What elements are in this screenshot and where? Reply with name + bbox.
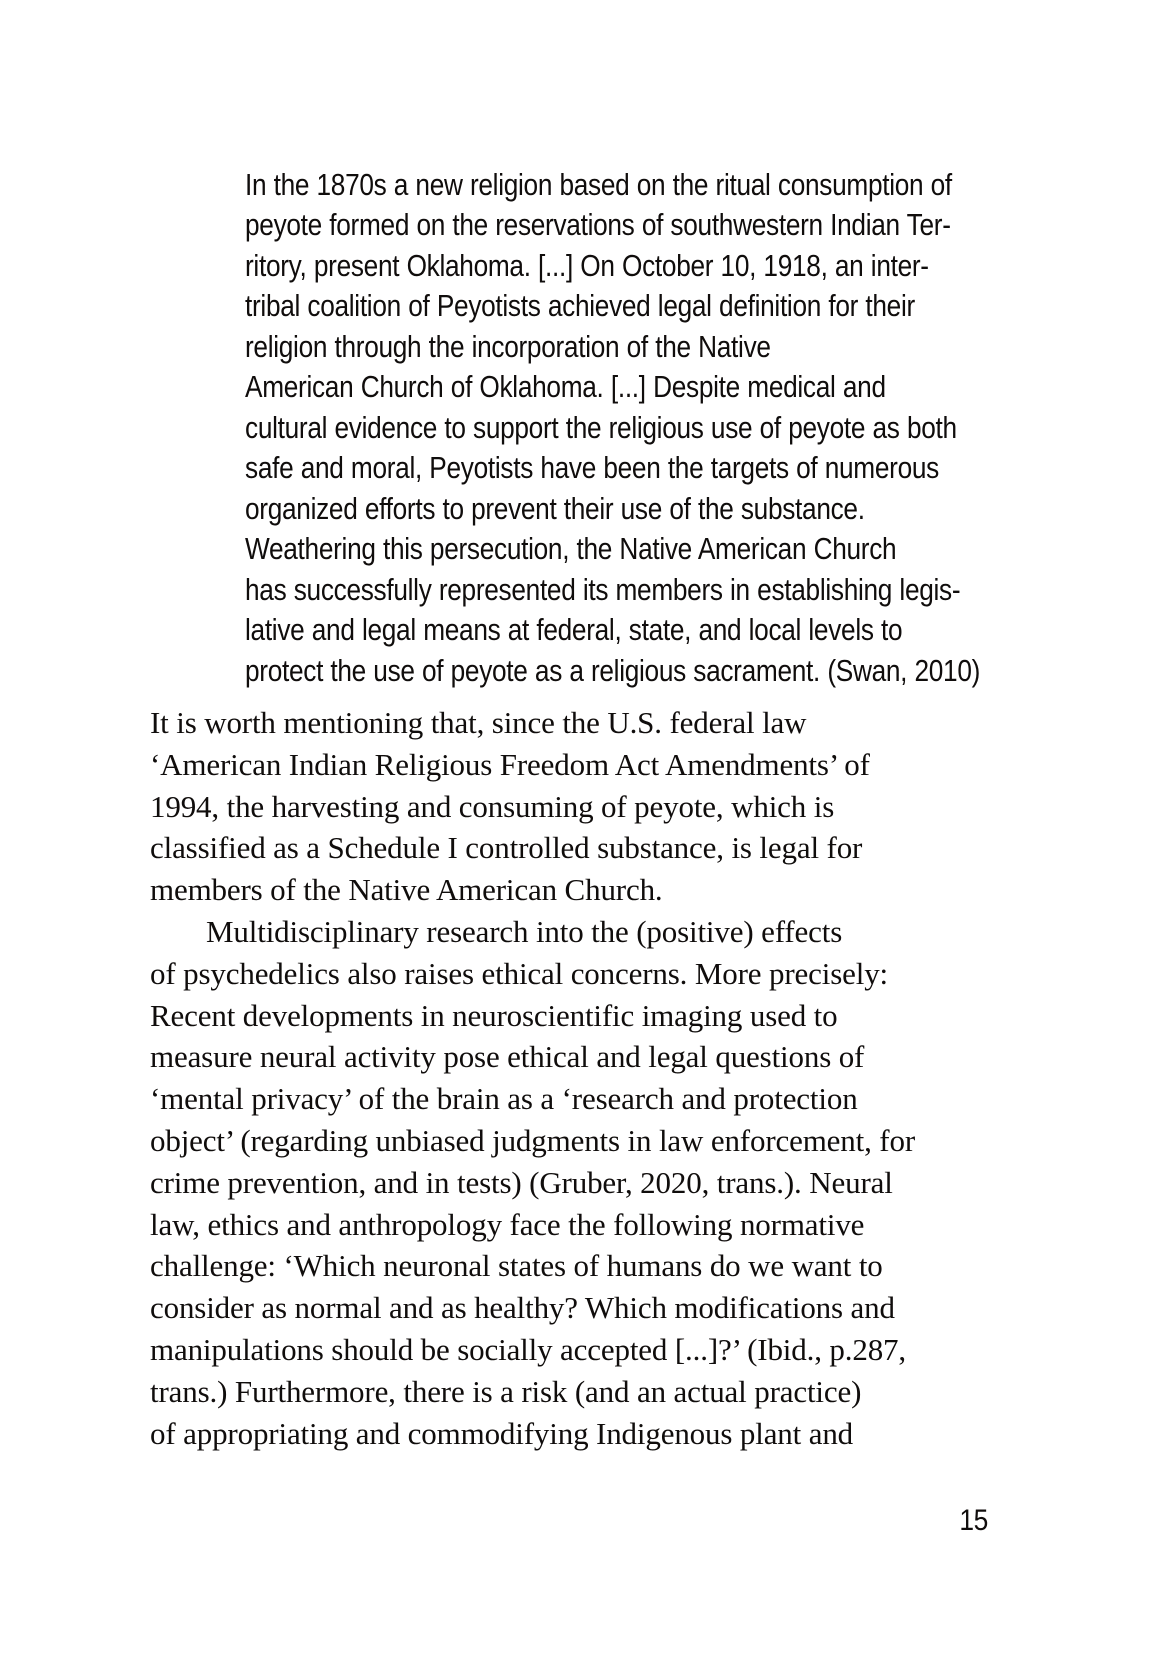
blockquote-line: In the 1870s a new religion based on the ritual consumption of xyxy=(245,167,952,202)
body-text xyxy=(150,702,1030,1454)
body-line: trans.) Furthermore, there is a risk (and an actual practice) xyxy=(150,1373,862,1409)
blockquote-line: organized efforts to prevent their use of the substance. xyxy=(245,491,865,526)
body-line: consider as normal and as healthy? Which modifications and xyxy=(150,1290,895,1326)
blockquote-line: has successfully represented its members in establishing legis- xyxy=(245,572,961,607)
paragraph-aira-amendments xyxy=(150,702,1030,911)
blockquote-line: lative and legal means at federal, state, and local levels to xyxy=(245,613,903,647)
body-line: ‘American Indian Religious Freedom Act Amendments’ of xyxy=(150,746,870,782)
body-line: crime prevention, and in tests) (Gruber, 2020, trans.). Neural xyxy=(150,1164,893,1200)
body-line: 1994, the harvesting and consuming of peyote, which is xyxy=(150,788,835,824)
body-line: of psychedelics also raises ethical concerns. More precisely: xyxy=(150,955,889,991)
blockquote-line: Weathering this persecution, the Native American Church xyxy=(245,532,897,566)
blockquote-line: American Church of Oklahoma. [...] Despite medical and xyxy=(245,370,886,404)
blockquote-line: safe and moral, Peyotists have been the targets of numerous xyxy=(245,451,939,485)
body-line: manipulations should be socially accepted [...]?’ (Ibid., p.287, xyxy=(150,1331,907,1367)
blockquote-line: ritory, present Oklahoma. [...] On October 10, 1918, an inter- xyxy=(245,248,929,283)
body-line: classified as a Schedule I controlled substance, is legal for xyxy=(150,830,863,866)
page-number: 15 xyxy=(959,1504,988,1537)
blockquote-line: religion through the incorporation of the Native xyxy=(245,329,771,364)
blockquote-line: cultural evidence to support the religious use of peyote as both xyxy=(245,410,957,445)
blockquote-line: protect the use of peyote as a religious sacrament. (Swan, 2010) xyxy=(245,653,981,688)
body-line: law, ethics and anthropology face the following normative xyxy=(150,1206,865,1242)
body-line: It is worth mentioning that, since the U.S. federal law xyxy=(150,705,807,740)
body-line: object’ (regarding unbiased judgments in law enforcement, for xyxy=(150,1122,916,1158)
blockquote-line: peyote formed on the reservations of southwestern Indian Ter- xyxy=(245,208,951,242)
body-line-indented: Multidisciplinary research into the (positive) effects xyxy=(206,913,843,949)
body-line: of appropriating and commodifying Indigenous plant and xyxy=(150,1415,854,1451)
blockquote-line: tribal coalition of Peyotists achieved legal definition for their xyxy=(245,289,915,323)
body-line: ‘mental privacy’ of the brain as a ‘research and protection xyxy=(150,1081,858,1117)
body-line: members of the Native American Church. xyxy=(150,872,663,908)
body-line: measure neural activity pose ethical and legal questions of xyxy=(150,1039,865,1075)
body-line: challenge: ‘Which neuronal states of humans do we want to xyxy=(150,1248,883,1284)
blockquote-peyote-history xyxy=(245,165,981,692)
body-line: Recent developments in neuroscientific imaging used to xyxy=(150,997,838,1033)
paragraph-multidisciplinary-research xyxy=(150,911,1030,1454)
